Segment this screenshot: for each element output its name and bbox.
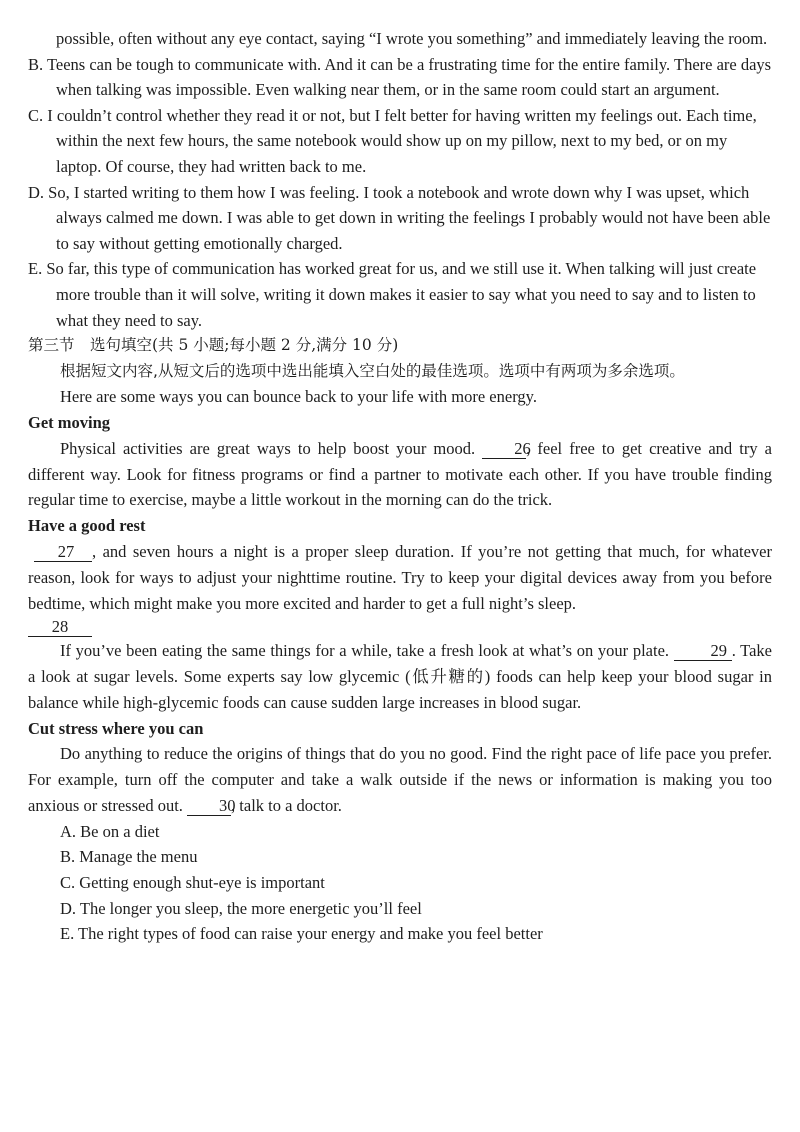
paragraph-3 — [28, 638, 772, 715]
option-b: B. Teens can be tough to communicate with. And it can be a frustrating time for the entire family. There are days when talking was impossible. Even walking near them, or in the same room could start an argument. — [28, 54, 772, 100]
paragraph-2 — [28, 539, 772, 616]
heading-blank-28-line — [28, 616, 772, 638]
option-e: E. So far, this type of communication has worked great for us, and we still use it. When talking will just create more trouble than it will solve, writing it down makes it easier to say what you need to say and to listen to what they need to say. — [28, 259, 757, 330]
top-options — [28, 26, 772, 333]
blank-30: 30 — [187, 797, 231, 816]
section-title: 第三节 选句填空(共 5 小题;每小题 2 分,满分 10 分) — [28, 336, 399, 355]
paragraph-3-start: If you’ve been eating the same things for a while, take a fresh look at what’s on your plate. — [60, 641, 670, 661]
paragraph-4-start: Do anything to reduce the origins of things that do you no good. Find the right pace of life pace you prefer. For example, turn off the computer and take a walk outside if the news or information is making you too anxious or stressed out. — [28, 744, 772, 816]
paragraph-4 — [28, 741, 772, 818]
heading-get-moving: Get moving — [28, 412, 111, 432]
paragraph-3-end: . Take a look at sugar levels. Some experts say low glycemic (低升糖的) foods can help keep your blood sugar in balance while high-glycemic foods can cause sudden large increases in blood sugar. — [28, 641, 773, 712]
option-d: D. So, I started writing to them how I was feeling. I took a notebook and wrote down why I was upset, which always calmed me down. I was able to get down in writing the feelings I probably would not have been able to say without getting emotionally charged. — [28, 182, 771, 253]
paragraph-4-end: , talk to a doctor. — [231, 796, 342, 816]
answer-options — [28, 819, 772, 947]
heading-have-a-good-rest: Have a good rest — [28, 516, 146, 536]
blank-26: 26 — [482, 440, 526, 459]
answer-option-a: A. Be on a diet — [60, 821, 160, 841]
option-c: C. I couldn’t control whether they read it or not, but I felt better for having written my feelings out. Each time, within the next few hours, the same notebook would show up on my pillow, next to my bed, or on my laptop. Of course, they had written back to me. — [28, 105, 757, 176]
paragraph-1-start: Physical activities are great ways to help boost your mood. — [60, 438, 476, 458]
paragraph-2-text: , and seven hours a night is a proper sleep duration. If you’re not getting that much, for whatever reason, look for ways to adjust your nighttime routine. Try to keep your digital devices away from you before bedtime, which might make you more excited and harder to get a full night’s sleep. — [28, 541, 772, 613]
answer-option-b: B. Manage the menu — [60, 847, 198, 867]
option-continued: possible, often without any eye contact, saying “I wrote you something” and immediately leaving the room. — [56, 29, 768, 48]
blank-28: 28 — [28, 618, 92, 637]
exam-page — [28, 26, 772, 947]
passage-intro: Here are some ways you can bounce back to your life with more energy. — [60, 387, 537, 407]
blank-29: 29 — [674, 642, 732, 661]
section-instruction: 根据短文内容,从短文后的选项中选出能填入空白处的最佳选项。选项中有两项为多余选项。 — [60, 362, 685, 381]
answer-option-e: E. The right types of food can raise your energy and make you feel better — [60, 924, 543, 944]
heading-cut-stress: Cut stress where you can — [28, 718, 204, 738]
paragraph-1 — [28, 436, 772, 513]
answer-option-d: D. The longer you sleep, the more energetic you’ll feel — [60, 898, 422, 918]
paragraph-1-end: , feel free to get creative and try a different way. Look for fitness programs or find a partner to motivate each other. If you have trouble finding regular time to exercise, maybe a little workout in the morning can do the trick. — [28, 438, 772, 510]
blank-27: 27 — [34, 543, 92, 562]
answer-option-c: C. Getting enough shut-eye is important — [60, 873, 325, 893]
